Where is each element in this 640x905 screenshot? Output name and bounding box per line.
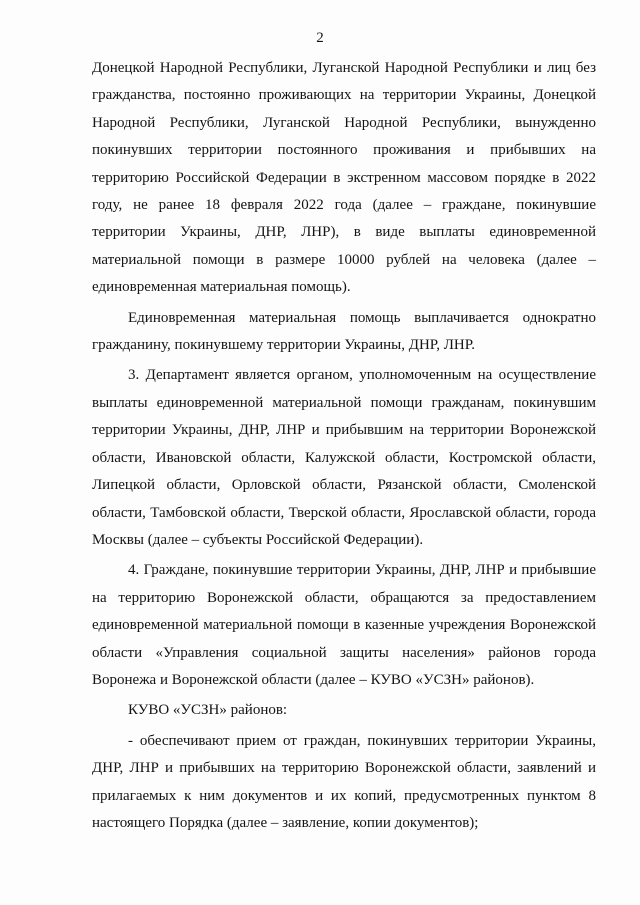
page-number: 2 — [316, 30, 324, 46]
paragraph-kuvo-heading: КУВО «УСЗН» районов: — [128, 702, 288, 719]
paragraph-kuvo-duty: - обеспечивают прием от граждан, покинувших территории Украины, ДНР, ЛНР и прибывших на территорию Воронежской области, заявлений и прилагаемых к ним документов и их копий, предусмотренных пунктом 8 настоящего Порядка (далее – заявление, копии документов); — [92, 732, 596, 831]
paragraph-continuation: Донецкой Народной Республики, Луганской Народной Республики и лиц без гражданства, постоянно проживающих на территории Украины, Донецкой Народной Республики, Луганской Народной Республики, вынужденно покинувших территории постоянного проживания и прибывших на территорию Российской Федерации в экстренном массовом порядке в 2022 году, не ранее 18 февраля 2022 года (далее – граждане, покинувшие территории Украины, ДНР, ЛНР), в виде выплаты единовременной материальной помощи в размере 10000 рублей на человека (далее – единовременная материальная помощь). — [92, 60, 596, 296]
paragraph-item-3: 3. Департамент является органом, уполномоченным на осуществление выплаты единовременной материальной помощи гражданам, покинувшим территории Украины, ДНР, ЛНР и прибывшим на территории Воронежской области, Ивановской области, Калужской области, Костромской области, Липецкой области, Орловской области, Рязанской области, Смоленской области, Тамбовской области, Тверской области, Ярославской области, города Москвы (далее – субъекты Российской Федерации). — [92, 367, 596, 548]
paragraph-item-4: 4. Граждане, покинувшие территории Украины, ДНР, ЛНР и прибывшие на территорию Воронежской области, обращаются за предоставлением единовременной материальной помощи в казенные учреждения Воронежской области «Управления социальной защиты населения» районов города Воронежа и Воронежской области (далее – КУВО «УСЗН» районов). — [92, 562, 596, 688]
paragraph-one-time-payment: Единовременная материальная помощь выплачивается однократно гражданину, покинувшему территории Украины, ДНР, ЛНР. — [92, 309, 596, 354]
document-body — [92, 55, 596, 837]
